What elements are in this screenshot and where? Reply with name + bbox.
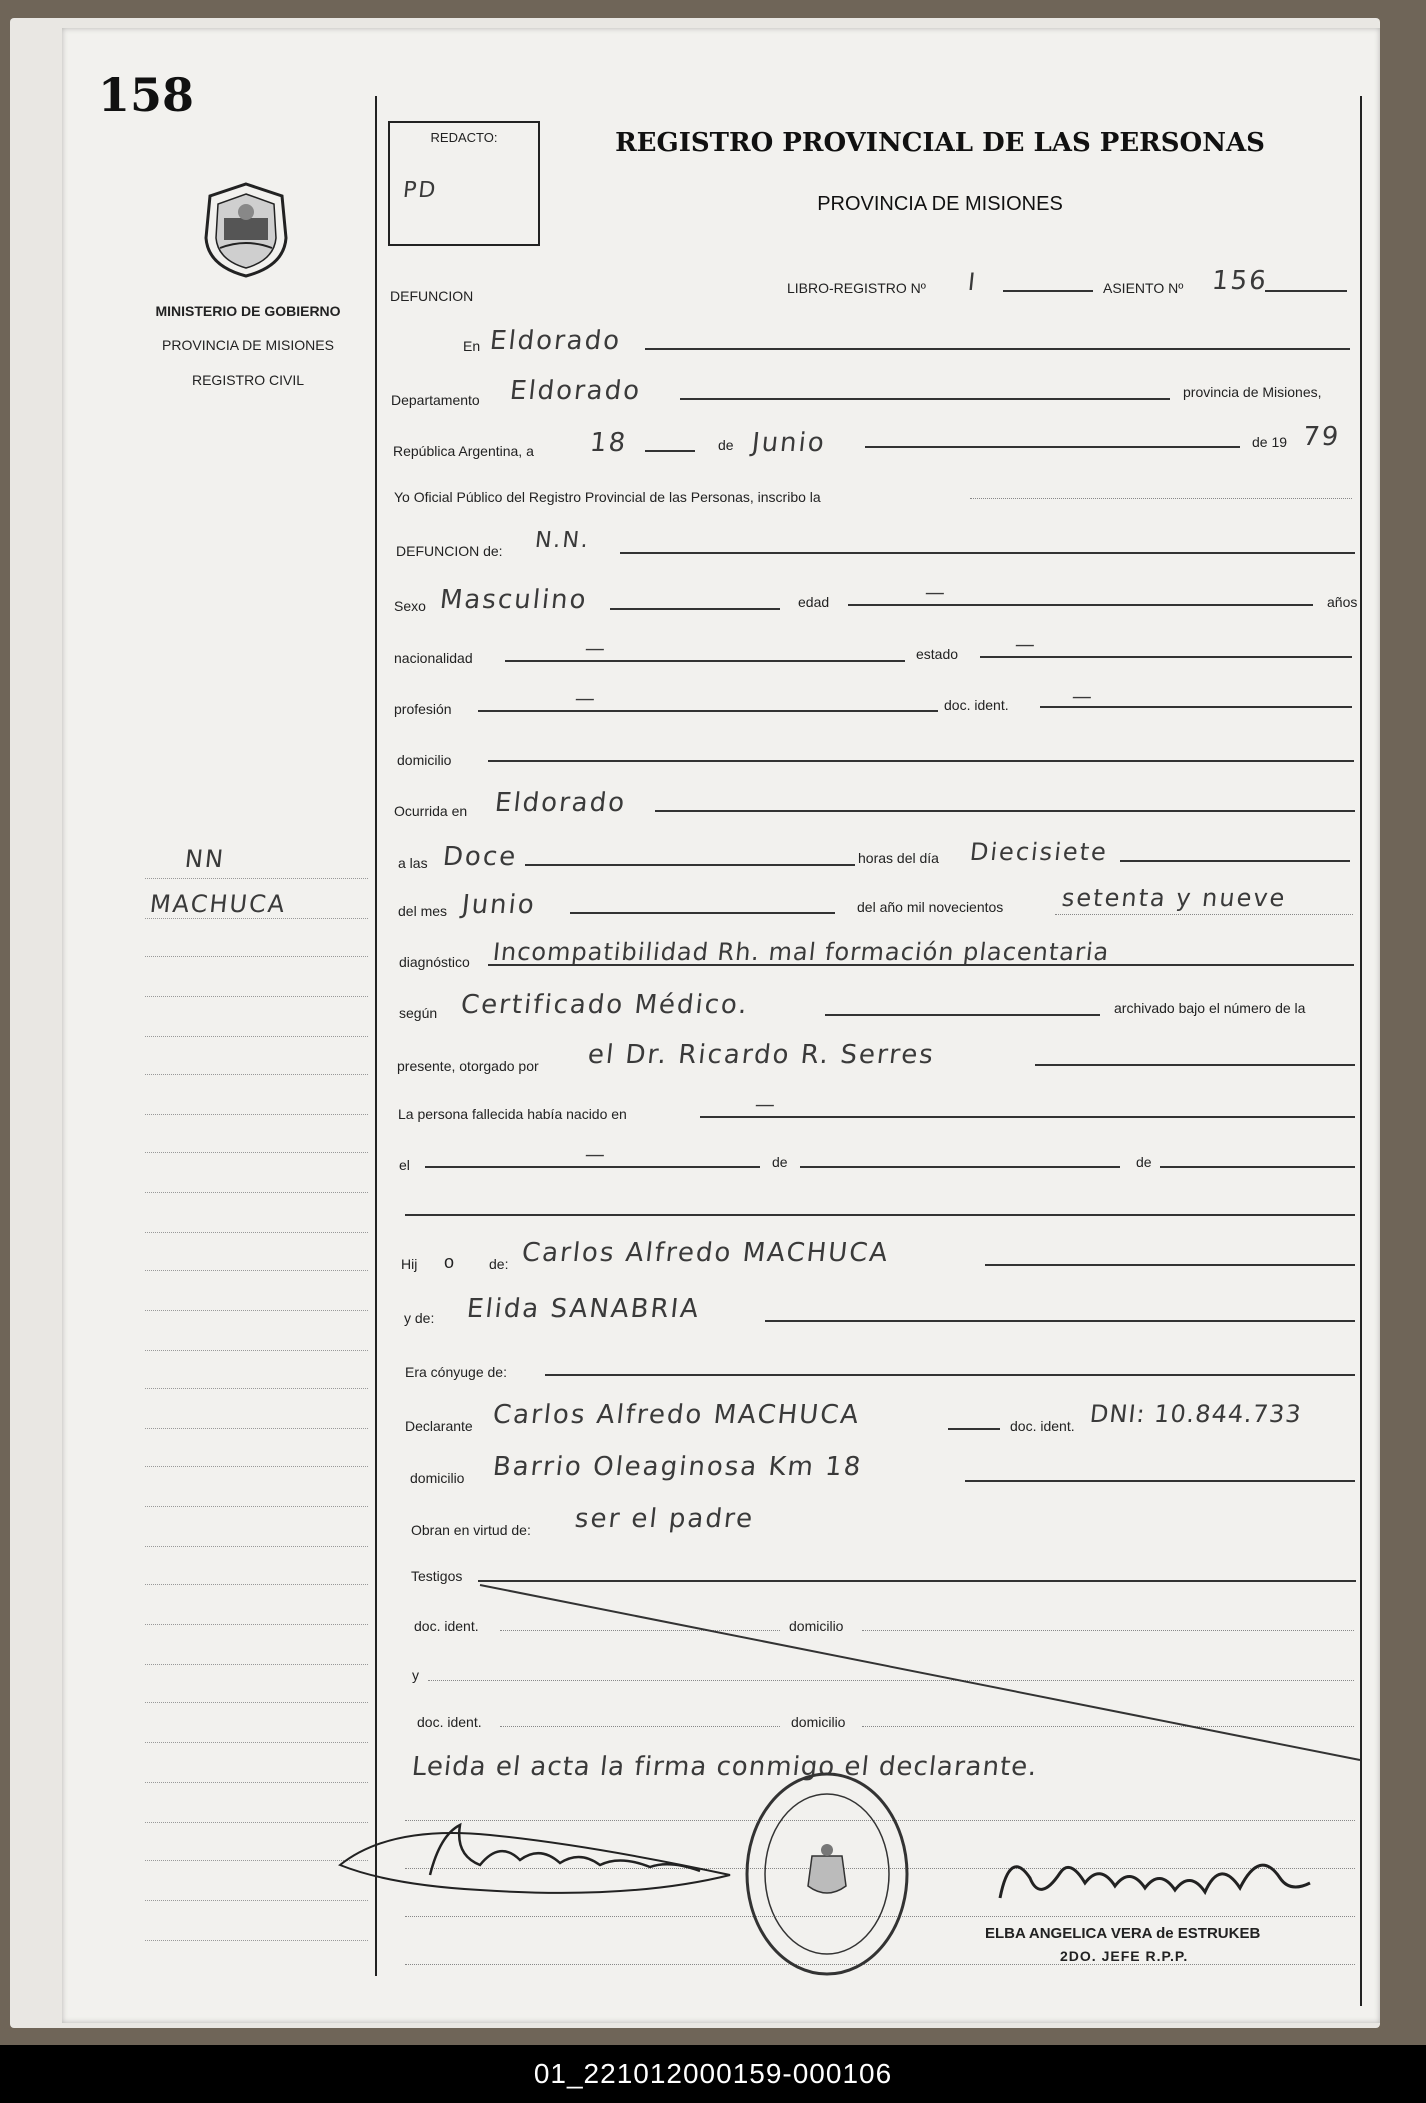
declarante-label: Declarante [405, 1418, 473, 1434]
sexo-label: Sexo [394, 598, 426, 614]
fecha-day: 18 [588, 428, 629, 458]
doc-ident-value: — [1070, 684, 1096, 708]
asiento-label: ASIENTO Nº [1103, 280, 1184, 296]
margin-note-line2: MACHUCA [148, 890, 288, 918]
departamento-label: Departamento [391, 392, 480, 408]
scan-id-footer: 01_221012000159-000106 [0, 2045, 1426, 2103]
mes-value: Junio [460, 890, 538, 920]
domicilio-label: domicilio [397, 752, 452, 768]
cancel-diagonal-line [470, 1570, 1370, 1770]
hijo-label-a: Hij [401, 1256, 418, 1272]
ano-label: del año mil novecientos [857, 899, 1004, 915]
profesion-value: — [573, 686, 599, 710]
nacido-value: — [753, 1092, 779, 1116]
hijo-label-b: o [444, 1252, 455, 1272]
fecha-de-year: de 19 [1252, 434, 1288, 450]
doc-ident-label: doc. ident. [944, 697, 1009, 713]
section-label: DEFUNCION [390, 288, 474, 304]
libro-label: LIBRO-REGISTRO Nº [787, 280, 926, 296]
ano-value: setenta y nueve [1060, 884, 1288, 912]
el-value: — [583, 1142, 609, 1166]
fecha-de: de [718, 437, 734, 453]
testigo1-doc-label: doc. ident. [414, 1618, 479, 1634]
diagnostico-value: Incompatibilidad Rh. mal formación placentaria [491, 938, 1111, 966]
nacido-label: La persona fallecida había nacido en [398, 1106, 627, 1122]
document-subtitle: PROVINCIA DE MISIONES [817, 193, 1063, 215]
hijo-label-c: de: [489, 1256, 509, 1272]
edad-value: — [923, 580, 949, 604]
edad-label: edad [798, 594, 830, 610]
oficial-statement: Yo Oficial Público del Registro Provincial de las Personas, inscribo la [394, 489, 821, 505]
y-label: y [412, 1667, 419, 1683]
testigo1-dom-label: domicilio [789, 1618, 844, 1634]
profesion-label: profesión [394, 701, 452, 717]
obran-label: Obran en virtud de: [411, 1522, 531, 1538]
dia-label: horas del día [858, 850, 939, 866]
fecha-label: República Argentina, a [393, 443, 534, 459]
redacto-value: PD [401, 178, 439, 203]
page-number: 158 [98, 68, 195, 122]
horas-value: Doce [441, 842, 519, 872]
el-de2: de [1136, 1154, 1152, 1170]
officer-signature [990, 1838, 1320, 1918]
hijo-value: Carlos Alfredo MACHUCA [520, 1238, 891, 1268]
ministry-label: MINISTERIO DE GOBIERNO [155, 303, 341, 319]
en-value: Eldorado [488, 326, 623, 356]
declarante-doc-value: DNI: 10.844.733 [1088, 1400, 1304, 1428]
margin-note-line1: NN [183, 845, 227, 873]
fecha-year: 79 [1301, 422, 1342, 452]
domicilio2-label: domicilio [410, 1470, 465, 1486]
y-de-value: Elida SANABRIA [465, 1294, 702, 1324]
dia-value: Diecisiete [968, 838, 1110, 866]
horas-label: a las [398, 855, 428, 871]
nacionalidad-label: nacionalidad [394, 650, 473, 666]
anos-label: años [1327, 594, 1358, 610]
diagnostico-label: diagnóstico [399, 954, 470, 970]
el-de1: de [772, 1154, 788, 1170]
otorgado-label: presente, otorgado por [397, 1058, 539, 1074]
defuncion-de-label: DEFUNCION de: [396, 543, 503, 559]
y-de-label: y de: [404, 1310, 435, 1326]
departamento-suffix: provincia de Misiones, [1183, 384, 1322, 400]
en-label: En [463, 338, 481, 354]
departamento-value: Eldorado [508, 376, 643, 406]
closing-statement: Leida el acta la firma conmigo el declarante. [410, 1752, 1040, 1782]
registry-label: REGISTRO CIVIL [191, 372, 305, 388]
declarante-value: Carlos Alfredo MACHUCA [491, 1400, 862, 1430]
nacionalidad-value: — [583, 636, 609, 660]
conyuge-label: Era cónyuge de: [405, 1364, 507, 1380]
libro-value: I [966, 268, 979, 296]
province-label: PROVINCIA DE MISIONES [162, 337, 334, 353]
asiento-value: 156 [1210, 266, 1270, 296]
ocurrida-value: Eldorado [493, 788, 628, 818]
officer-title: 2DO. JEFE R.P.P. [1060, 1948, 1189, 1964]
segun-value: Certificado Médico. [459, 990, 751, 1020]
otorgado-value: el Dr. Ricardo R. Serres [586, 1040, 937, 1070]
defuncion-de-value: N.N. [533, 528, 592, 553]
redacto-label: REDACTO: [430, 130, 498, 145]
officer-name: ELBA ANGELICA VERA de ESTRUKEB [985, 1925, 1261, 1942]
registry-stamp-icon [742, 1768, 912, 1980]
document-title: REGISTRO PROVINCIAL DE LAS PERSONAS [615, 128, 1265, 158]
fecha-month: Junio [750, 428, 828, 458]
declarant-signature [330, 1805, 770, 1905]
left-rule [375, 96, 377, 1976]
declarante-doc-label: doc. ident. [1010, 1418, 1075, 1434]
segun-suffix: archivado bajo el número de la [1114, 1000, 1306, 1016]
estado-value: — [1013, 632, 1039, 656]
el-label: el [399, 1157, 410, 1173]
mes-label: del mes [398, 903, 448, 919]
estado-label: estado [916, 646, 959, 662]
ocurrida-label: Ocurrida en [394, 803, 468, 819]
testigo2-dom-label: domicilio [791, 1714, 846, 1730]
segun-label: según [399, 1005, 438, 1021]
provincial-seal-icon [198, 178, 294, 280]
testigos-label: Testigos [411, 1568, 463, 1584]
domicilio2-value: Barrio Oleaginosa Km 18 [491, 1452, 864, 1482]
obran-value: ser el padre [573, 1504, 756, 1534]
testigo2-doc-label: doc. ident. [417, 1714, 482, 1730]
sexo-value: Masculino [438, 585, 590, 615]
